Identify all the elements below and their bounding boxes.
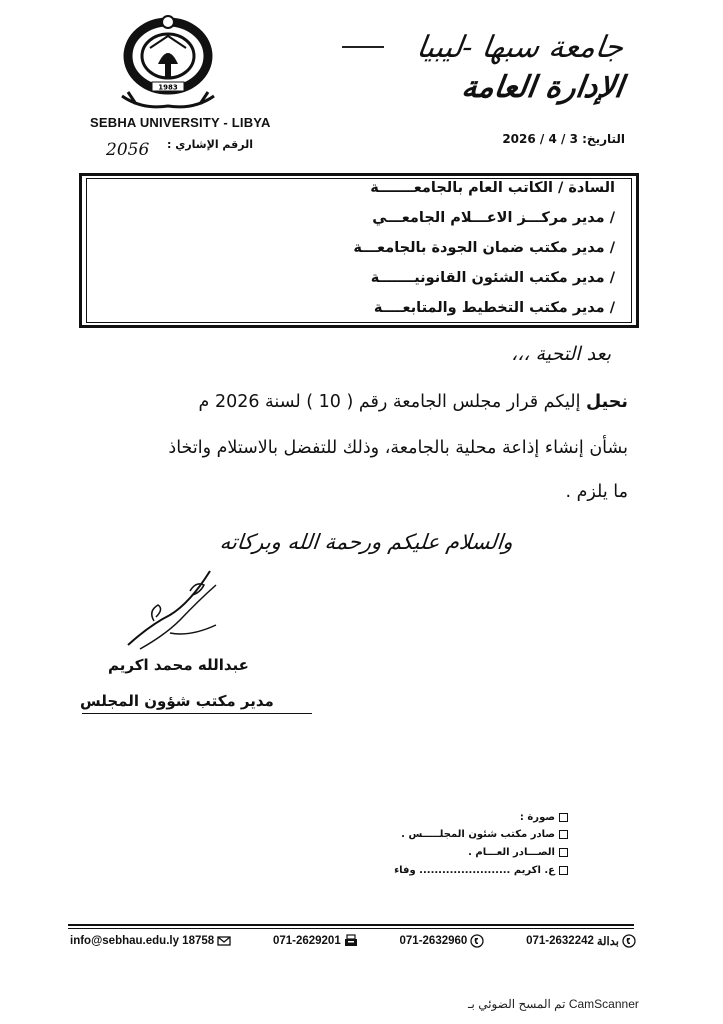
signer-title-underline [82, 713, 312, 714]
computer-icon [559, 866, 568, 875]
lead-word: نحيل [586, 392, 628, 412]
handwritten-signature [120, 565, 230, 655]
university-name-en: SEBHA UNIVERSITY - LIBYA [90, 115, 271, 130]
greeting: بعد التحية ،،، [511, 343, 611, 365]
footer-email-text: info@sebhau.edu.ly 18758 [70, 935, 215, 947]
university-logo [112, 14, 224, 114]
footer-phone-1 [400, 934, 485, 948]
copies-heading-text: صورة : [519, 812, 555, 823]
footer-exchange-label: بدالة [596, 936, 619, 948]
closing-salutation: والسلام عليكم ورحمة الله وبركاته [218, 530, 515, 554]
signer-name: عبدالله محمد اكريم [108, 656, 249, 674]
date-line: التاريخ: 3 / 4 / 2026 [502, 132, 625, 146]
footer-fax [273, 934, 358, 948]
phone-icon [622, 934, 636, 948]
footer-contacts [70, 934, 636, 948]
footer-rule-thin [68, 928, 634, 929]
copy-item-text: صادر مكتب شئون المجلـــــس . [401, 829, 555, 840]
body-line-1-text: إليكم قرار مجلس الجامعة رقم ( 10 ) لسنة 2026 م [198, 392, 587, 412]
phone-icon [470, 934, 484, 948]
copy-item [468, 847, 568, 858]
footer-fax-text: 071-2629201 [272, 935, 341, 947]
university-name-ar: جامعة سبها -ليبيا [414, 30, 626, 65]
envelope-icon [217, 934, 231, 948]
copy-item-text: ع. اكريم ........................ وفاء [394, 865, 555, 876]
signer-title: مدير مكتب شؤون المجلس [80, 692, 274, 710]
checkbox-icon [559, 830, 568, 839]
body-line-2: بشأن إنشاء إذاعة محلية بالجامعة، وذلك للتفضل بالاستلام واتخاذ [168, 438, 628, 458]
checkbox-icon [559, 813, 568, 822]
fax-icon [344, 934, 358, 948]
footer-rule [68, 924, 634, 926]
footer-phone-1-text: 071-2632960 [399, 935, 468, 947]
checkbox-icon [559, 848, 568, 857]
decorative-dash [342, 46, 384, 48]
footer-phone-2-text: 071-2632242 [526, 935, 594, 947]
recipient-line: / مدير مكتب التخطيط والمتابعــــة [373, 300, 615, 316]
recipient-line: / مدير مكتب ضمان الجودة بالجامعـــة [353, 240, 615, 256]
camscanner-watermark: تم المسح الضوئي بـ CamScanner [468, 997, 639, 1011]
copy-item [394, 865, 568, 876]
svg-text:1983: 1983 [158, 83, 178, 92]
footer-email [70, 934, 231, 948]
footer-phone-2 [526, 934, 636, 948]
recipient-line: السادة / الكاتب العام بالجامعـــــــة [370, 180, 615, 196]
reference-label: الرقم الإشاري : [167, 138, 253, 151]
administration-name-ar: الإدارة العامة [459, 70, 626, 105]
body-line-3: ما يلزم . [565, 482, 628, 502]
reference-number: 2056 [106, 140, 150, 160]
recipient-line: / مدير مركـــز الاعـــلام الجامعـــي [372, 210, 615, 226]
copies-heading [520, 812, 568, 823]
recipient-line: / مدير مكتب الشئون القانونيـــــــة [370, 270, 615, 286]
body-line-1 [199, 392, 628, 412]
copy-item [401, 829, 568, 840]
copy-item-text: الصـــادر العـــام . [468, 847, 555, 858]
